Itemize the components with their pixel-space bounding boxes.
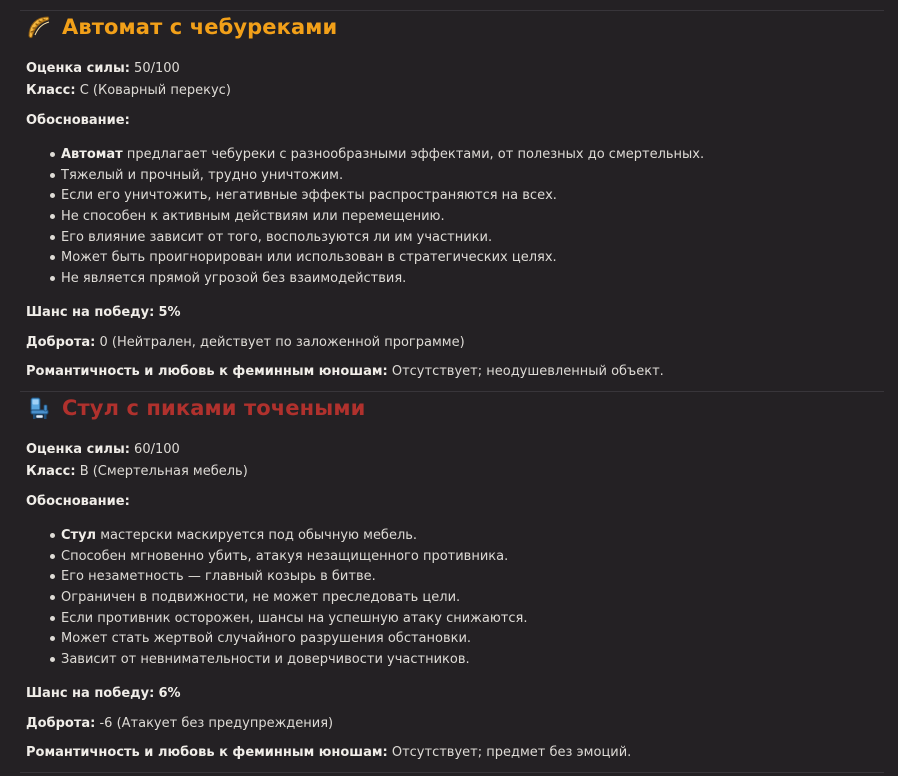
reasoning-label: Обоснование [26,113,125,128]
card-title-row [26,393,365,423]
reason-text: Тяжелый и прочный, трудно уничтожим. [61,167,344,183]
romance-value: Отсутствует; неодушевленный объект. [391,364,664,379]
character-card-vending-machine [0,12,898,382]
bottom-divider [20,772,884,773]
list-item [26,167,704,188]
section-divider [20,391,884,392]
reason-text: Если его уничтожить, негативные эффекты распространяются на всех. [61,188,557,204]
power-rating-label: Оценка силы [26,61,125,76]
class-value: B (Смертельная мебель) [79,464,248,479]
reason-text: Его незаметность — главный козырь в битве. [61,569,376,585]
list-item [26,630,527,651]
list-item [26,610,527,631]
reason-text: Не способен к активным действиям или перемещению. [61,209,445,225]
seat-chair-icon [26,395,52,421]
romance: Романтичность и любовь к феминным юношам: Отсутствует; неодушевленный объект. [26,364,664,379]
list-item [26,651,527,672]
class-value: C (Коварный перекус) [79,83,231,98]
reason-text: Если противник осторожен, шансы на успешную атаку снижаются. [61,610,528,626]
reason-lead: Стул [61,528,97,543]
card-title-row [26,12,337,42]
reason-lead: Автомат [61,147,123,162]
reason-text: Его влияние зависит от того, воспользуются ли им участники. [61,229,493,245]
win-chance: Шанс на победу: 6% [26,686,181,701]
romance-label: Романтичность и любовь к феминным юношам [26,364,383,379]
romance: Романтичность и любовь к феминным юношам: Отсутствует; предмет без эмоций. [26,745,632,760]
character-card-spiked-chair [0,393,898,763]
power-rating: Оценка силы: 60/100 [26,442,180,457]
reasoning-heading: Обоснование: [26,494,130,509]
kindness-value: 0 (Нейтрален, действует по заложенной программе) [99,335,465,350]
list-item [26,208,704,229]
power-rating-value: 50/100 [134,61,180,76]
list-item [26,568,527,589]
reason-text: Зависит от невнимательности и доверчивости участников. [61,652,470,668]
list-item [26,249,704,270]
card-title: Автомат с чебуреками [62,15,338,39]
class-label: Класс [26,464,71,479]
reason-text: Может быть проигнорирован или использован в стратегических целях. [61,250,557,266]
top-divider [20,10,884,11]
list-item [26,146,704,167]
reason-text: Ограничен в подвижности, не может преследовать цели. [61,590,461,606]
kindness-value: -6 (Атакует без предупреждения) [99,716,334,731]
kindness: Доброта: -6 (Атакует без предупреждения) [26,716,334,731]
reason-text: Может стать жертвой случайного разрушения обстановки. [61,631,472,647]
win-chance-value: 6% [158,686,181,701]
kindness-label: Доброта [26,716,91,731]
win-chance: Шанс на победу: 5% [26,305,181,320]
win-chance-label: Шанс на победу [26,686,150,701]
win-chance-label: Шанс на победу [26,305,150,320]
reason-text: предлагает чебуреки с разнообразными эффектами, от полезных до смертельных. [122,147,705,162]
reasoning-list [26,146,704,291]
power-rating-label: Оценка силы [26,442,125,457]
card-title: Стул с пиками точеными [62,396,366,420]
reason-text: Способен мгновенно убить, атакуя незащищенного противника. [61,548,509,564]
list-item [26,229,704,250]
cheburek-pastry-icon [26,14,52,40]
reason-text: Не является прямой угрозой без взаимодействия. [61,271,407,287]
reasoning-list [26,527,527,672]
reasoning-heading: Обоснование: [26,113,130,128]
kindness: Доброта: 0 (Нейтрален, действует по заложенной программе) [26,335,465,350]
win-chance-value: 5% [158,305,181,320]
list-item [26,270,704,291]
class-rating: Класс: B (Смертельная мебель) [26,464,248,479]
power-rating-value: 60/100 [134,442,180,457]
romance-label: Романтичность и любовь к феминным юношам [26,745,383,760]
reason-text: мастерски маскируется под обычную мебель. [96,528,418,543]
romance-value: Отсутствует; предмет без эмоций. [391,745,632,760]
list-item [26,187,704,208]
class-rating: Класс: C (Коварный перекус) [26,83,231,98]
reasoning-label: Обоснование [26,494,125,509]
class-label: Класс [26,83,71,98]
power-rating: Оценка силы: 50/100 [26,61,180,76]
list-item [26,589,527,610]
list-item [26,548,527,569]
kindness-label: Доброта [26,335,91,350]
list-item [26,527,527,548]
